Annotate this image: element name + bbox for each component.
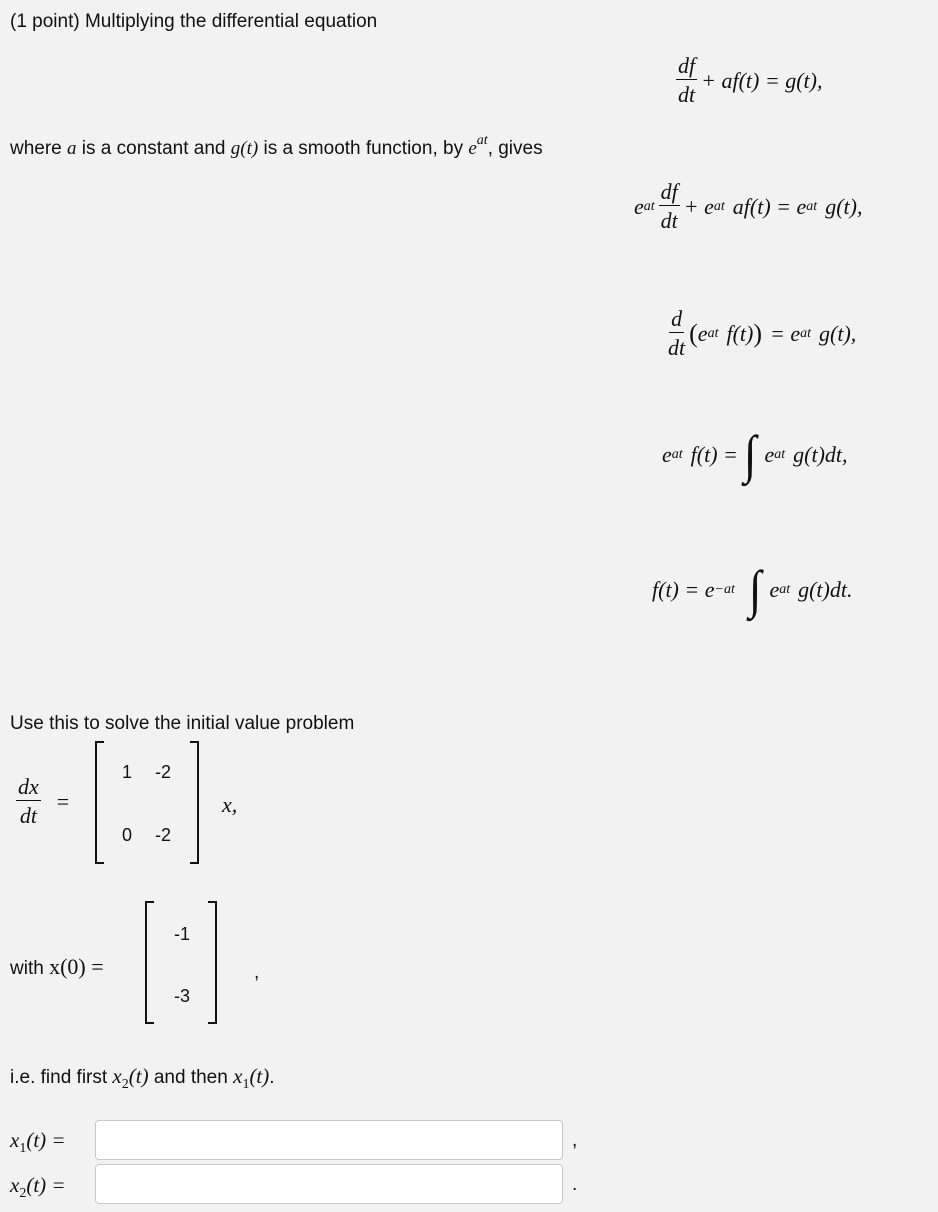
x2-sub: 2 [19, 1186, 27, 1202]
eq4-rhs2: g(t)dt, [793, 442, 848, 467]
matrix-cell: 1 [121, 762, 132, 782]
ie-x2: x [112, 1064, 122, 1088]
eq2-rest3: g(t), [825, 193, 863, 219]
ie-x2-rest: (t) [128, 1064, 149, 1088]
x2-trailing: . [572, 1174, 578, 1195]
ie-pre: i.e. find first [10, 1067, 113, 1088]
ie-x1-sub: 1 [242, 1076, 250, 1092]
where-pre: where [10, 138, 68, 159]
where-mid1: is a constant and [76, 138, 231, 159]
x2-var: x [10, 1173, 20, 1197]
equation-4: e at f(t) = ∫ e at g(t)dt, [662, 425, 848, 484]
x1-rest: (t) = [26, 1128, 66, 1152]
with-label: with [10, 958, 50, 979]
matrix-cell: 0 [121, 825, 132, 845]
x1-trailing: , [572, 1130, 578, 1151]
eq2-rest2: af(t) = e [732, 193, 807, 219]
eq2-e: e [634, 193, 644, 219]
eq3-num: d [671, 306, 683, 331]
eq4-lhs2: f(t) = [690, 442, 738, 467]
eq3-rest2: g(t), [819, 320, 857, 346]
eq4-lhs1: e [662, 442, 672, 467]
x1-answer-input[interactable] [95, 1120, 563, 1160]
x2-answer-input[interactable] [95, 1164, 563, 1204]
coefficient-matrix [90, 740, 205, 865]
eq1-rest: + af(t) = g(t), [701, 67, 823, 93]
sys-dx: dx [18, 774, 39, 799]
x2-label [10, 1173, 66, 1202]
ie-post: . [269, 1067, 275, 1088]
sys-dt: dt [19, 803, 37, 828]
x1-var: x [10, 1128, 20, 1152]
matrix-brackets [90, 740, 205, 865]
where-post: , gives [487, 138, 543, 159]
integral-symbol: ∫ [748, 560, 762, 619]
where-g: g(t) [230, 138, 259, 159]
x2-rest: (t) = [26, 1173, 66, 1197]
integral-symbol: ∫ [743, 425, 757, 484]
eq5-rhs1: e [769, 577, 780, 602]
eq2-num: df [660, 179, 678, 204]
x1-label [10, 1128, 66, 1157]
sys-equals: = [56, 788, 70, 814]
equation-2: e at $\frac{df}{dt}$ + e at af(t) = e at g(t), [634, 179, 863, 233]
ie-sentence [10, 1064, 275, 1093]
eq3-den: dt [668, 335, 686, 360]
where-mid2: is a smooth function, by [258, 138, 469, 159]
eq3-inner1: e [697, 320, 708, 346]
x-suffix: x, [222, 792, 238, 817]
where-a: a [67, 138, 77, 159]
initial-condition-label [10, 954, 104, 980]
eq4-rhs1: e [764, 442, 775, 467]
equation-3: $\frac{d}{dt}$ ( e at f(t) ) = e at g(t), [668, 306, 857, 360]
eq2-rest1: + e [683, 193, 714, 219]
ie-x1-rest: (t) [249, 1064, 270, 1088]
use-text: Use this to solve the initial value problem [10, 713, 355, 734]
eq5-lhs: f(t) = e [652, 577, 715, 602]
eq3-inner2: f(t) [726, 320, 754, 346]
where-exp: e [468, 138, 477, 159]
equation-1 [672, 55, 822, 106]
ie-x2-sub: 2 [121, 1076, 129, 1092]
initial-vector [140, 900, 225, 1025]
initial-label: x(0) = [49, 954, 104, 979]
vector-cell: -3 [173, 986, 190, 1006]
problem-intro: (1 point) Multiplying the differential equation [10, 11, 378, 32]
matrix-cell: -2 [154, 762, 171, 782]
initial-comma: , [254, 962, 260, 983]
eq1-num: df [678, 53, 696, 78]
equation-5: f(t) = e −at ∫ e at g(t)dt. [652, 560, 853, 619]
ie-x1: x [233, 1064, 243, 1088]
eq1-den: dt [678, 82, 696, 107]
where-exp-sup: at [476, 133, 488, 148]
eq5-rhs2: g(t)dt. [798, 577, 853, 602]
where-sentence [10, 133, 543, 160]
system-lhs [12, 776, 69, 827]
vector-cell: -1 [173, 924, 190, 944]
eq3-rest1: = e [770, 320, 801, 346]
ie-mid: and then [148, 1067, 234, 1088]
matrix-cell: -2 [154, 825, 171, 845]
eq2-den: dt [660, 208, 678, 233]
x1-sub: 1 [19, 1141, 27, 1157]
